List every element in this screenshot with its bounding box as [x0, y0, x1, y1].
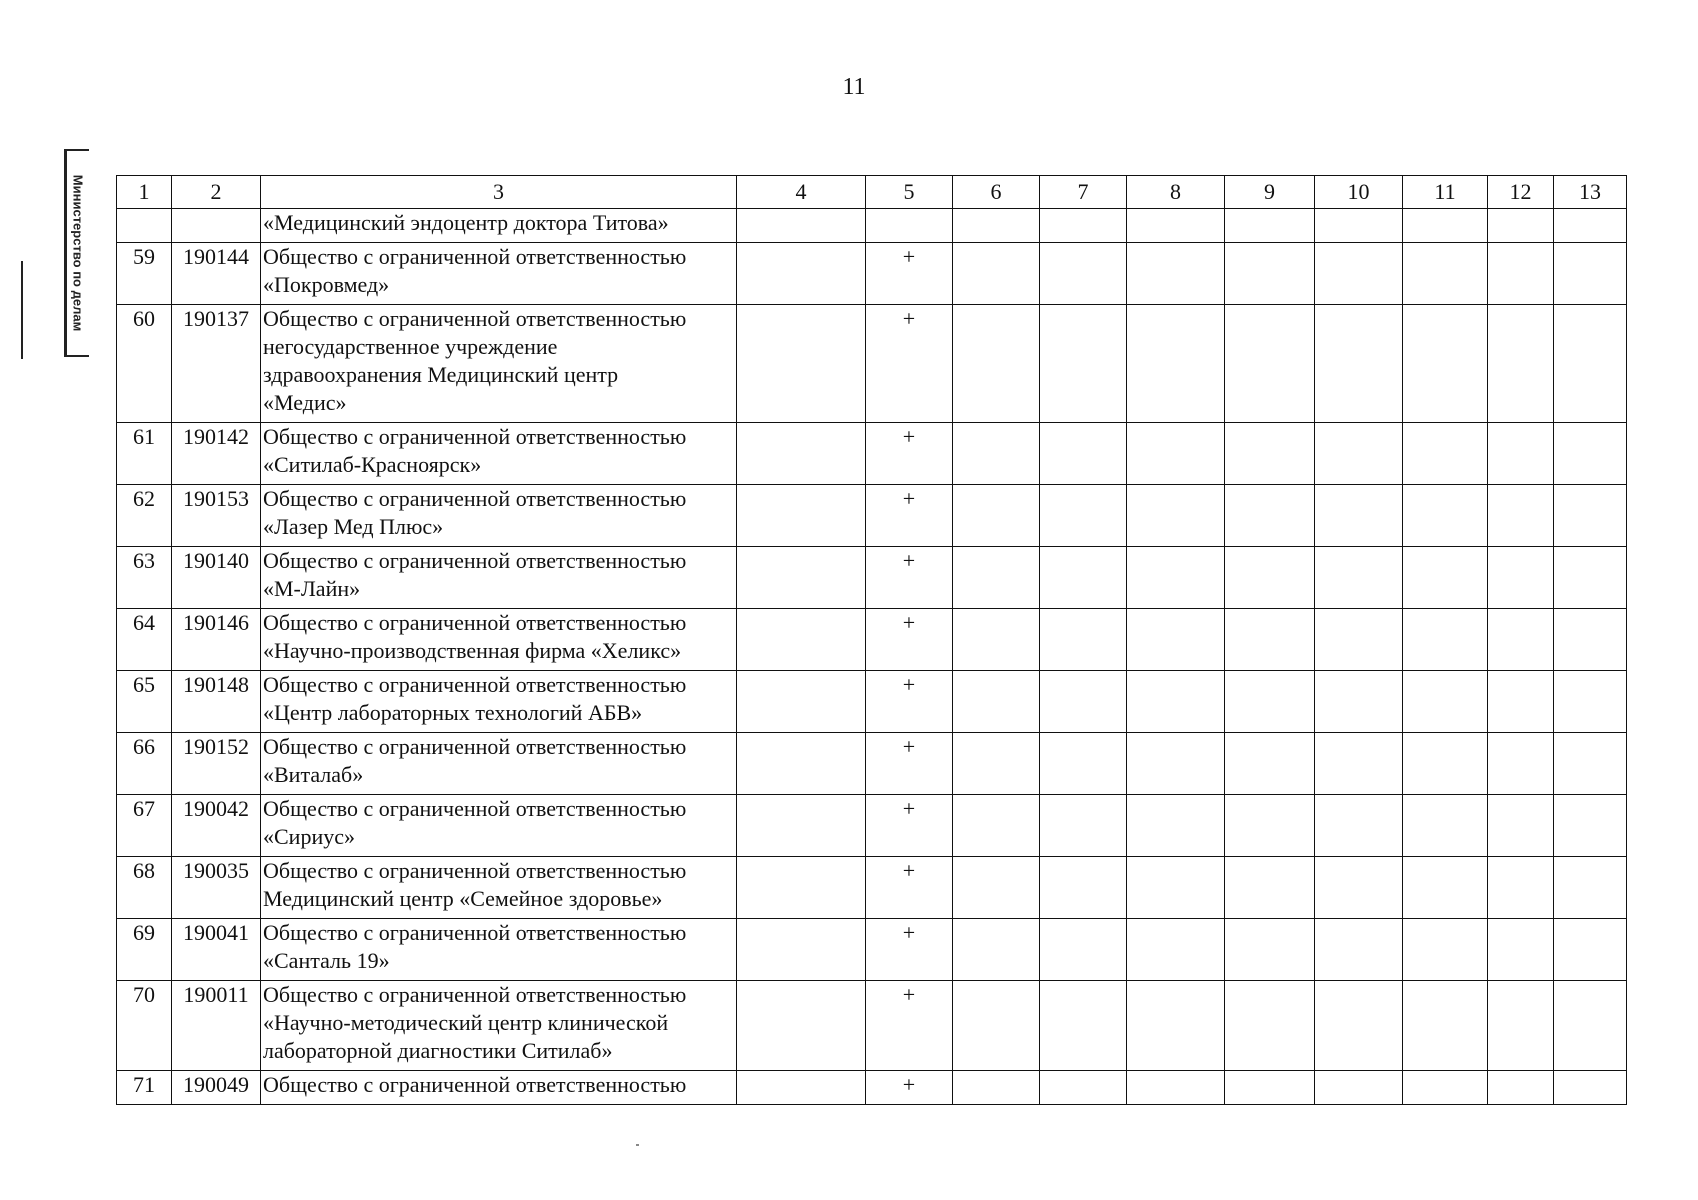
cell-col-12 — [1488, 547, 1554, 609]
cell-col-6 — [953, 209, 1040, 243]
organization-name-line: «Научно-производственная фирма «Хеликс» — [263, 638, 682, 663]
cell-col-12 — [1488, 609, 1554, 671]
registry-code: 190035 — [172, 857, 261, 919]
cell-col-4 — [737, 209, 866, 243]
column-header-8: 8 — [1127, 176, 1225, 209]
cell-col-10 — [1315, 919, 1403, 981]
column-header-12: 12 — [1488, 176, 1554, 209]
cell-col-8 — [1127, 243, 1225, 305]
cell-col-13 — [1554, 243, 1627, 305]
registry-code — [172, 209, 261, 243]
cell-col-8 — [1127, 919, 1225, 981]
organization-name-line: «Ситилаб-Красноярск» — [263, 452, 482, 477]
cell-col-7 — [1040, 609, 1127, 671]
organization-name-line: Общество с ограниченной ответственностью — [263, 548, 687, 573]
cell-col-12 — [1488, 305, 1554, 423]
cell-col-4 — [737, 733, 866, 795]
cell-col-9 — [1225, 547, 1315, 609]
cell-col-12 — [1488, 671, 1554, 733]
cell-col-10 — [1315, 733, 1403, 795]
cell-col-13 — [1554, 209, 1627, 243]
registry-code: 190011 — [172, 981, 261, 1071]
cell-col-13 — [1554, 423, 1627, 485]
plus-mark: + — [866, 423, 953, 485]
row-number: 66 — [117, 733, 172, 795]
cell-col-12 — [1488, 209, 1554, 243]
cell-col-8 — [1127, 609, 1225, 671]
cell-col-6 — [953, 795, 1040, 857]
row-number: 69 — [117, 919, 172, 981]
cell-col-11 — [1403, 209, 1488, 243]
cell-col-7 — [1040, 209, 1127, 243]
row-number: 61 — [117, 423, 172, 485]
plus-mark: + — [866, 733, 953, 795]
cell-col-7 — [1040, 857, 1127, 919]
cell-col-6 — [953, 671, 1040, 733]
cell-col-11 — [1403, 423, 1488, 485]
cell-col-6 — [953, 547, 1040, 609]
cell-col-10 — [1315, 981, 1403, 1071]
cell-col-11 — [1403, 485, 1488, 547]
organization-name — [261, 609, 737, 671]
cell-col-9 — [1225, 981, 1315, 1071]
organization-name — [261, 547, 737, 609]
column-header-11: 11 — [1403, 176, 1488, 209]
organization-name-line: «Сириус» — [263, 824, 355, 849]
cell-col-4 — [737, 857, 866, 919]
cell-col-12 — [1488, 423, 1554, 485]
registry-code: 190153 — [172, 485, 261, 547]
cell-col-6 — [953, 423, 1040, 485]
cell-col-13 — [1554, 981, 1627, 1071]
organization-name-line: здравоохранения Медицинский центр — [263, 362, 619, 387]
cell-col-4 — [737, 305, 866, 423]
cell-col-12 — [1488, 857, 1554, 919]
page-number: 11 — [842, 74, 866, 100]
cell-col-9 — [1225, 671, 1315, 733]
organization-name — [261, 671, 737, 733]
table-row — [117, 919, 1627, 981]
cell-col-7 — [1040, 1071, 1127, 1105]
cell-col-6 — [953, 919, 1040, 981]
organization-name — [261, 305, 737, 423]
column-header-9: 9 — [1225, 176, 1315, 209]
cell-col-12 — [1488, 795, 1554, 857]
cell-col-10 — [1315, 671, 1403, 733]
table-body — [117, 176, 1627, 1105]
table-row — [117, 209, 1627, 243]
cell-col-10 — [1315, 485, 1403, 547]
cell-col-11 — [1403, 1071, 1488, 1105]
plus-mark: + — [866, 919, 953, 981]
organization-name-line: «Санталь 19» — [263, 948, 390, 973]
row-number: 65 — [117, 671, 172, 733]
organization-name — [261, 733, 737, 795]
registry-code: 190152 — [172, 733, 261, 795]
cell-col-9 — [1225, 243, 1315, 305]
column-header-1: 1 — [117, 176, 172, 209]
cell-col-11 — [1403, 733, 1488, 795]
cell-col-9 — [1225, 733, 1315, 795]
cell-col-13 — [1554, 305, 1627, 423]
cell-col-9 — [1225, 423, 1315, 485]
organization-name — [261, 423, 737, 485]
table-row — [117, 485, 1627, 547]
row-number: 62 — [117, 485, 172, 547]
registry-code: 190148 — [172, 671, 261, 733]
organization-name-line: лабораторной диагностики Ситилаб» — [263, 1038, 613, 1063]
column-header-7: 7 — [1040, 176, 1127, 209]
cell-col-10 — [1315, 857, 1403, 919]
cell-col-13 — [1554, 919, 1627, 981]
cell-col-8 — [1127, 485, 1225, 547]
organization-name — [261, 981, 737, 1071]
cell-col-6 — [953, 981, 1040, 1071]
cell-col-4 — [737, 423, 866, 485]
registry-code: 190146 — [172, 609, 261, 671]
cell-col-11 — [1403, 981, 1488, 1071]
cell-col-11 — [1403, 919, 1488, 981]
cell-col-11 — [1403, 547, 1488, 609]
cell-col-4 — [737, 795, 866, 857]
cell-col-4 — [737, 1071, 866, 1105]
organization-name-line: Общество с ограниченной ответственностью — [263, 306, 687, 331]
cell-col-7 — [1040, 305, 1127, 423]
organization-name-line: «Виталаб» — [263, 762, 364, 787]
organization-name-line: Общество с ограниченной ответственностью — [263, 610, 687, 635]
organization-name-line: Общество с ограниченной ответственностью — [263, 796, 687, 821]
organization-name-line: Общество с ограниченной ответственностью — [263, 672, 687, 697]
organization-name — [261, 243, 737, 305]
cell-col-11 — [1403, 795, 1488, 857]
column-header-6: 6 — [953, 176, 1040, 209]
cell-col-10 — [1315, 795, 1403, 857]
plus-mark: + — [866, 981, 953, 1071]
organization-name-line: Общество с ограниченной ответственностью — [263, 920, 687, 945]
row-number — [117, 209, 172, 243]
column-header-10: 10 — [1315, 176, 1403, 209]
row-number: 60 — [117, 305, 172, 423]
cell-col-9 — [1225, 305, 1315, 423]
organization-name-line: «Лазер Мед Плюс» — [263, 514, 444, 539]
plus-mark: + — [866, 305, 953, 423]
row-number: 67 — [117, 795, 172, 857]
cell-col-7 — [1040, 733, 1127, 795]
column-header-2: 2 — [172, 176, 261, 209]
registry-code: 190049 — [172, 1071, 261, 1105]
plus-mark: + — [866, 671, 953, 733]
cell-col-9 — [1225, 209, 1315, 243]
cell-col-4 — [737, 243, 866, 305]
cell-col-9 — [1225, 795, 1315, 857]
plus-mark: + — [866, 547, 953, 609]
scan-speck — [636, 1144, 639, 1146]
cell-col-4 — [737, 547, 866, 609]
cell-col-10 — [1315, 609, 1403, 671]
registry-code: 190137 — [172, 305, 261, 423]
plus-mark — [866, 209, 953, 243]
cell-col-8 — [1127, 209, 1225, 243]
row-number: 70 — [117, 981, 172, 1071]
cell-col-13 — [1554, 1071, 1627, 1105]
organization-name-line: «Научно-методический центр клинической — [263, 1010, 669, 1035]
organization-name-line: Общество с ограниченной ответственностью — [263, 244, 687, 269]
cell-col-10 — [1315, 305, 1403, 423]
cell-col-10 — [1315, 1071, 1403, 1105]
cell-col-9 — [1225, 485, 1315, 547]
table-row — [117, 857, 1627, 919]
table-row — [117, 671, 1627, 733]
cell-col-13 — [1554, 857, 1627, 919]
cell-col-9 — [1225, 919, 1315, 981]
cell-col-7 — [1040, 981, 1127, 1071]
cell-col-7 — [1040, 243, 1127, 305]
organization-name-line: негосударственное учреждение — [263, 334, 558, 359]
stamp-margin-line — [21, 261, 23, 359]
cell-col-8 — [1127, 423, 1225, 485]
cell-col-6 — [953, 733, 1040, 795]
cell-col-13 — [1554, 485, 1627, 547]
cell-col-9 — [1225, 857, 1315, 919]
organization-name-line: «Медицинский эндоцентр доктора Титова» — [263, 210, 669, 235]
cell-col-8 — [1127, 733, 1225, 795]
cell-col-6 — [953, 485, 1040, 547]
cell-col-13 — [1554, 795, 1627, 857]
table-row — [117, 547, 1627, 609]
cell-col-9 — [1225, 1071, 1315, 1105]
table-row — [117, 423, 1627, 485]
registry-code: 190041 — [172, 919, 261, 981]
cell-col-10 — [1315, 243, 1403, 305]
cell-col-6 — [953, 1071, 1040, 1105]
cell-col-4 — [737, 981, 866, 1071]
row-number: 64 — [117, 609, 172, 671]
organization-name-line: Общество с ограниченной ответственностью — [263, 1072, 687, 1097]
organization-name-line: Общество с ограниченной ответственностью — [263, 424, 687, 449]
organization-name — [261, 209, 737, 243]
cell-col-12 — [1488, 919, 1554, 981]
cell-col-10 — [1315, 209, 1403, 243]
organization-name — [261, 485, 737, 547]
table-row — [117, 305, 1627, 423]
cell-col-11 — [1403, 609, 1488, 671]
column-header-3: 3 — [261, 176, 737, 209]
organization-name-line: «Медис» — [263, 390, 347, 415]
cell-col-7 — [1040, 485, 1127, 547]
column-header-13: 13 — [1554, 176, 1627, 209]
cell-col-8 — [1127, 671, 1225, 733]
cell-col-11 — [1403, 305, 1488, 423]
organization-name — [261, 1071, 737, 1105]
cell-col-12 — [1488, 485, 1554, 547]
cell-col-8 — [1127, 981, 1225, 1071]
cell-col-6 — [953, 305, 1040, 423]
cell-col-7 — [1040, 423, 1127, 485]
table-row — [117, 243, 1627, 305]
registry-table — [116, 175, 1627, 1105]
table-row — [117, 733, 1627, 795]
cell-col-13 — [1554, 609, 1627, 671]
cell-col-8 — [1127, 547, 1225, 609]
cell-col-12 — [1488, 1071, 1554, 1105]
column-header-4: 4 — [737, 176, 866, 209]
organization-name-line: Общество с ограниченной ответственностью — [263, 858, 687, 883]
cell-col-13 — [1554, 671, 1627, 733]
cell-col-7 — [1040, 795, 1127, 857]
organization-name-line: «М-Лайн» — [263, 576, 361, 601]
organization-name-line: «Центр лабораторных технологий АБВ» — [263, 700, 643, 725]
row-number: 59 — [117, 243, 172, 305]
organization-name-line: Общество с ограниченной ответственностью — [263, 734, 687, 759]
registry-code: 190142 — [172, 423, 261, 485]
side-stamp-text: Министерство по делам — [70, 174, 86, 332]
table-row — [117, 795, 1627, 857]
table-row — [117, 981, 1627, 1071]
cell-col-12 — [1488, 243, 1554, 305]
table-row — [117, 609, 1627, 671]
cell-col-11 — [1403, 243, 1488, 305]
organization-name — [261, 795, 737, 857]
side-stamp — [64, 149, 89, 357]
cell-col-11 — [1403, 671, 1488, 733]
cell-col-9 — [1225, 609, 1315, 671]
table-header-row — [117, 176, 1627, 209]
row-number: 68 — [117, 857, 172, 919]
row-number: 63 — [117, 547, 172, 609]
cell-col-12 — [1488, 981, 1554, 1071]
column-header-5: 5 — [866, 176, 953, 209]
organization-name-line: Общество с ограниченной ответственностью — [263, 982, 687, 1007]
plus-mark: + — [866, 485, 953, 547]
table-row — [117, 1071, 1627, 1105]
cell-col-8 — [1127, 857, 1225, 919]
cell-col-6 — [953, 609, 1040, 671]
cell-col-10 — [1315, 423, 1403, 485]
cell-col-8 — [1127, 305, 1225, 423]
plus-mark: + — [866, 795, 953, 857]
cell-col-11 — [1403, 857, 1488, 919]
organization-name-line: Общество с ограниченной ответственностью — [263, 486, 687, 511]
cell-col-10 — [1315, 547, 1403, 609]
cell-col-6 — [953, 243, 1040, 305]
cell-col-7 — [1040, 671, 1127, 733]
plus-mark: + — [866, 1071, 953, 1105]
cell-col-13 — [1554, 733, 1627, 795]
cell-col-4 — [737, 485, 866, 547]
organization-name — [261, 919, 737, 981]
cell-col-12 — [1488, 733, 1554, 795]
organization-name — [261, 857, 737, 919]
cell-col-6 — [953, 857, 1040, 919]
cell-col-4 — [737, 671, 866, 733]
cell-col-7 — [1040, 547, 1127, 609]
plus-mark: + — [866, 857, 953, 919]
registry-code: 190140 — [172, 547, 261, 609]
registry-code: 190042 — [172, 795, 261, 857]
plus-mark: + — [866, 609, 953, 671]
cell-col-8 — [1127, 1071, 1225, 1105]
cell-col-13 — [1554, 547, 1627, 609]
registry-code: 190144 — [172, 243, 261, 305]
cell-col-4 — [737, 919, 866, 981]
cell-col-4 — [737, 609, 866, 671]
plus-mark: + — [866, 243, 953, 305]
row-number: 71 — [117, 1071, 172, 1105]
organization-name-line: Медицинский центр «Семейное здоровье» — [263, 886, 663, 911]
organization-name-line: «Покровмед» — [263, 272, 390, 297]
cell-col-8 — [1127, 795, 1225, 857]
cell-col-7 — [1040, 919, 1127, 981]
